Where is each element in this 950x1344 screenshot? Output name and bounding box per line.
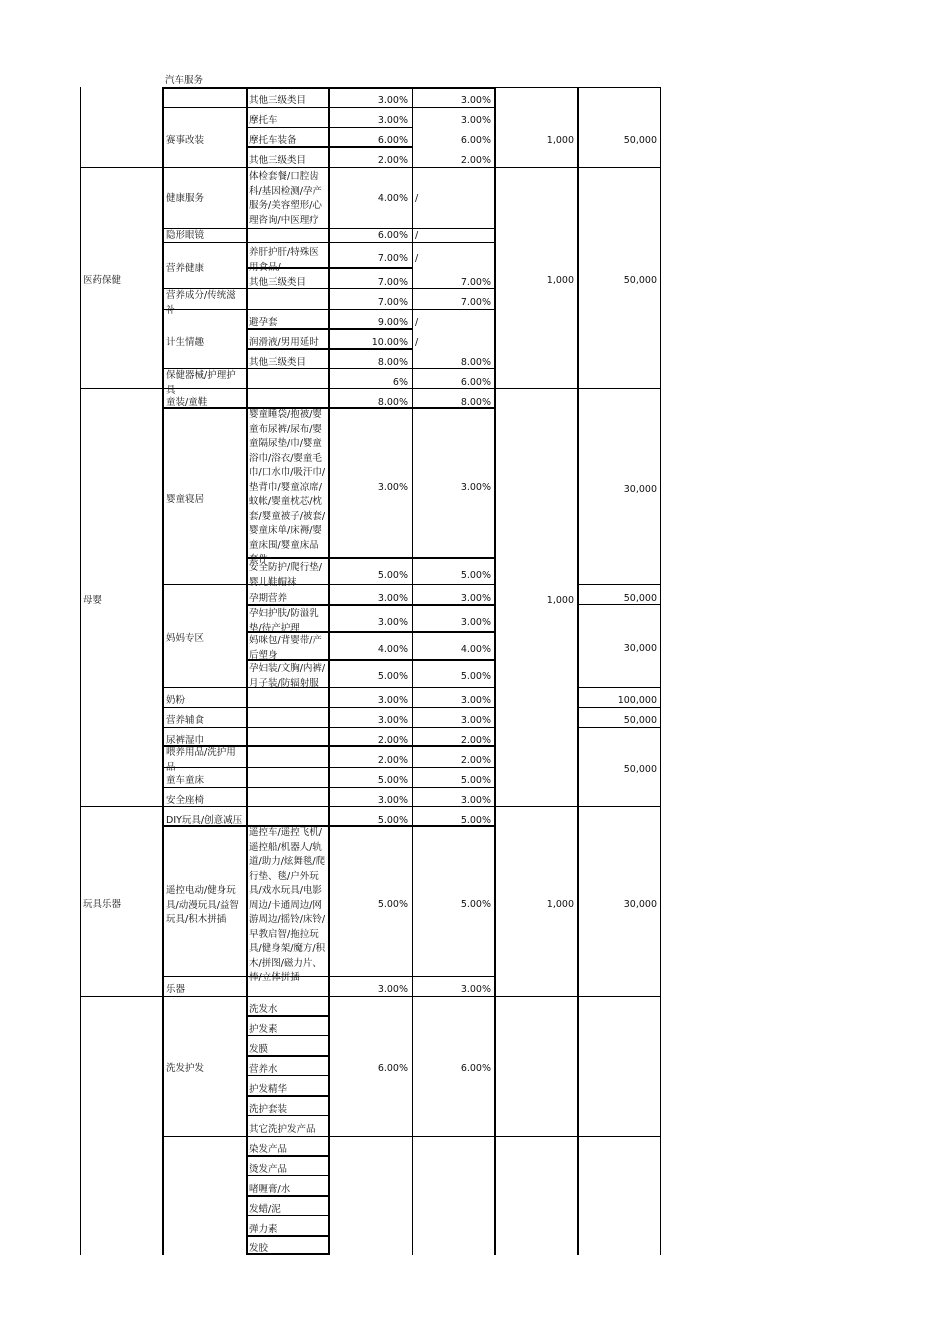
col-rate-a-cell: 5.00% <box>377 775 408 786</box>
col-rate-a-cell: 3.00% <box>377 617 408 628</box>
col-deposit-cell: 1,000 <box>546 595 574 606</box>
col-rate-b-cell: / <box>415 193 419 204</box>
col-tertiary-cell: 啫喱膏/水 <box>249 1184 291 1195</box>
col-fee-cell: 50,000 <box>623 593 657 604</box>
col-subcategory-cell: 健康服务 <box>166 193 205 204</box>
col-rate-b-cell: / <box>415 337 419 348</box>
col-subcategory-cell: 乐器 <box>166 984 186 995</box>
row-rule <box>163 242 495 243</box>
col-tertiary-cell: 孕期营养 <box>249 593 288 604</box>
col-rule-bold <box>246 87 248 1255</box>
col-tertiary-cell: 其他三级类目 <box>249 357 307 368</box>
col-fee-cell: 50,000 <box>623 764 657 775</box>
col-rate-b-cell: 6.00% <box>460 1063 491 1074</box>
col-rule-bold <box>494 87 496 1255</box>
col-rate-b-cell: 3.00% <box>460 795 491 806</box>
col-rate-a-cell: 8.00% <box>377 397 408 408</box>
header-top-label: 汽车服务 <box>165 75 204 86</box>
col-deposit-cell: 1,000 <box>546 135 574 146</box>
col-rule-bold <box>577 87 579 1255</box>
row-rule <box>163 976 495 977</box>
col-rate-a-cell: 2.00% <box>377 755 408 766</box>
row-rule <box>163 687 495 688</box>
col-subcategory-cell: 童车童床 <box>166 775 205 786</box>
col-rate-a-cell: 5.00% <box>377 815 408 826</box>
col-subcategory-cell: 隐形眼镜 <box>166 230 205 241</box>
col-rate-b-cell: 3.00% <box>460 617 491 628</box>
col-fee-cell: 50,000 <box>623 715 657 726</box>
col-rate-b-cell: 8.00% <box>460 357 491 368</box>
col-rate-b-cell: 5.00% <box>460 671 491 682</box>
col-rate-b-cell: 7.00% <box>460 277 491 288</box>
col-rate-a-cell: 7.00% <box>377 277 408 288</box>
row-rule <box>163 1136 661 1137</box>
col-tertiary-cell: 体检套餐/口腔齿科/基因检测/孕产服务/美容塑形/心理咨询/中医理疗 <box>249 171 322 226</box>
col-fee-cell: 100,000 <box>617 695 657 706</box>
col-category-cell: 母婴 <box>83 595 103 606</box>
col-tertiary-cell: 发胶 <box>249 1243 269 1254</box>
col-tertiary-cell: 遥控车/遥控飞机/遥控船/机器人/轨道/助力/炫舞毯/爬行垫、毯/户外玩具/戏水玩具/电影周边/卡通周边/网游周边/摇铃/床铃/早教启智/拖拉玩具/健身架/魔方/积木/拼图/磁力片、棒/立体拼插 <box>249 827 326 983</box>
col-subcategory-cell: 安全座椅 <box>166 795 205 806</box>
row-rule <box>578 707 661 708</box>
col-category-cell: 医药保健 <box>83 275 122 286</box>
col-rate-a-cell: 6% <box>392 377 408 388</box>
col-rate-a-cell: 6.00% <box>377 135 408 146</box>
col-tertiary-cell: 染发产品 <box>249 1144 288 1155</box>
col-tertiary-cell: 养肝护肝/特殊医用食品/ <box>249 247 319 273</box>
col-subcategory-cell: 营养成分/传统滋补 <box>166 290 236 316</box>
col-tertiary-cell: 婴童睡袋/抱被/婴童布尿裤/尿布/婴童隔尿垫/巾/婴童浴巾/浴衣/婴童毛巾/口水巾/吸汗巾/垫背巾/婴童凉席/蚊帐/婴童枕芯/枕套/婴童被子/被套/婴童床单/床褥/婴童床围/婴童床品套件 <box>249 409 326 565</box>
col-rate-a-cell: 3.00% <box>377 695 408 706</box>
col-rule-bold <box>328 87 330 1255</box>
col-rate-b-cell: 3.00% <box>460 95 491 106</box>
col-rate-a-cell: 7.00% <box>377 297 408 308</box>
col-tertiary-cell: 其他三级类目 <box>249 155 307 166</box>
row-rule <box>163 584 495 585</box>
col-tertiary-cell: 避孕套 <box>249 317 278 328</box>
col-rate-b-cell: / <box>415 253 419 264</box>
col-rate-b-cell: / <box>415 317 419 328</box>
col-subcategory-cell: 保健器械/护理护具 <box>166 370 236 396</box>
col-rate-a-cell: 7.00% <box>377 253 408 264</box>
row-rule <box>163 707 495 708</box>
col-rate-b-cell: 8.00% <box>460 397 491 408</box>
col-tertiary-cell: 洗发水 <box>249 1004 278 1015</box>
row-rule <box>80 996 661 997</box>
col-fee-cell: 30,000 <box>623 899 657 910</box>
col-tertiary-cell: 其他三级类目 <box>249 277 307 288</box>
col-subcategory-cell: 计生情趣 <box>166 337 205 348</box>
col-rate-b-cell: 3.00% <box>460 715 491 726</box>
col-tertiary-cell: 妈咪包/背婴带/产后塑身 <box>249 635 322 661</box>
col-subcategory-cell: 妈妈专区 <box>166 633 205 644</box>
col-deposit-cell: 1,000 <box>546 899 574 910</box>
col-rule <box>80 87 81 1255</box>
col-rate-a-cell: 3.00% <box>377 795 408 806</box>
row-rule <box>246 127 412 128</box>
col-subcategory-cell: 婴童寝居 <box>166 494 205 505</box>
col-rate-b-cell: 3.00% <box>460 593 491 604</box>
col-rate-b-cell: 4.00% <box>460 644 491 655</box>
col-subcategory-cell: 奶粉 <box>166 695 186 706</box>
col-subcategory-cell: 童装/童鞋 <box>166 397 208 408</box>
col-rate-a-cell: 6.00% <box>377 230 408 241</box>
col-rate-b-cell: 5.00% <box>460 815 491 826</box>
col-subcategory-cell: 营养辅食 <box>166 715 205 726</box>
row-rule <box>163 787 495 788</box>
col-deposit-cell: 1,000 <box>546 275 574 286</box>
col-rate-b-cell: 6.00% <box>460 135 491 146</box>
col-rate-b-cell: 3.00% <box>460 695 491 706</box>
col-rate-a-cell: 3.00% <box>377 115 408 126</box>
row-rule <box>578 584 661 585</box>
col-rate-a-cell: 6.00% <box>377 1063 408 1074</box>
col-rate-a-cell: 8.00% <box>377 357 408 368</box>
col-rate-a-cell: 3.00% <box>377 593 408 604</box>
col-subcategory-cell: 遥控电动/健身玩具/动漫玩具/益智玩具/积木拼插 <box>166 885 239 925</box>
col-fee-cell: 30,000 <box>623 484 657 495</box>
col-rule-bold <box>162 87 164 1255</box>
row-rule <box>495 87 661 88</box>
col-rate-b-cell: 2.00% <box>460 155 491 166</box>
col-tertiary-cell: 摩托车 <box>249 115 278 126</box>
col-tertiary-cell: 营养水 <box>249 1064 278 1075</box>
col-subcategory-cell: 洗发护发 <box>166 1063 205 1074</box>
col-tertiary-cell: 发膜 <box>249 1044 269 1055</box>
col-tertiary-cell: 其它洗护发产品 <box>249 1124 316 1135</box>
col-rate-a-cell: 3.00% <box>377 482 408 493</box>
col-rule <box>412 87 413 1255</box>
row-rule-bold <box>163 87 495 89</box>
col-rate-b-cell: 5.00% <box>460 899 491 910</box>
row-rule <box>578 727 661 728</box>
col-rate-a-cell: 2.00% <box>377 735 408 746</box>
col-tertiary-cell: 发蜡/泥 <box>249 1204 281 1215</box>
col-subcategory-cell: 赛事改装 <box>166 135 205 146</box>
col-rate-a-cell: 4.00% <box>377 193 408 204</box>
col-rate-b-cell: 2.00% <box>460 735 491 746</box>
col-subcategory-cell: DIY玩具/创意减压 <box>166 815 243 826</box>
col-rate-b-cell: / <box>415 230 419 241</box>
col-rate-b-cell: 5.00% <box>460 775 491 786</box>
col-tertiary-cell: 孕妇护肤/防溢乳垫/待产护理 <box>249 608 319 634</box>
col-rate-a-cell: 10.00% <box>371 337 408 348</box>
col-rate-a-cell: 2.00% <box>377 155 408 166</box>
row-rule <box>80 167 661 168</box>
col-tertiary-cell: 其他三级类目 <box>249 95 307 106</box>
col-subcategory-cell: 尿裤湿巾 <box>166 735 205 746</box>
col-tertiary-cell: 润滑液/男用延时 <box>249 337 319 348</box>
col-rate-a-cell: 4.00% <box>377 644 408 655</box>
col-rate-b-cell: 3.00% <box>460 115 491 126</box>
col-rate-a-cell: 3.00% <box>377 715 408 726</box>
col-tertiary-cell: 洗护套装 <box>249 1104 288 1115</box>
col-tertiary-cell: 护发素 <box>249 1024 278 1035</box>
col-tertiary-cell: 孕妇装/文胸/内裤/月子装/防辐射服 <box>249 663 326 689</box>
col-rate-a-cell: 5.00% <box>377 570 408 581</box>
col-rate-a-cell: 3.00% <box>377 95 408 106</box>
col-rate-a-cell: 5.00% <box>377 899 408 910</box>
col-rate-b-cell: 6.00% <box>460 377 491 388</box>
col-tertiary-cell: 烫发产品 <box>249 1164 288 1175</box>
col-rate-b-cell: 5.00% <box>460 570 491 581</box>
col-rate-b-cell: 3.00% <box>460 984 491 995</box>
col-fee-cell: 30,000 <box>623 643 657 654</box>
col-rate-b-cell: 2.00% <box>460 755 491 766</box>
col-tertiary-cell: 弹力素 <box>249 1224 278 1235</box>
col-subcategory-cell: 喂养用品/洗护用品 <box>166 747 236 773</box>
row-rule <box>163 727 495 728</box>
col-rate-b-cell: 3.00% <box>460 482 491 493</box>
col-tertiary-cell: 护发精华 <box>249 1084 288 1095</box>
col-rate-a-cell: 3.00% <box>377 984 408 995</box>
col-subcategory-cell: 营养健康 <box>166 263 205 274</box>
col-fee-cell: 50,000 <box>623 135 657 146</box>
row-rule <box>578 687 661 688</box>
col-rate-a-cell: 5.00% <box>377 671 408 682</box>
col-rule <box>660 87 661 1255</box>
col-fee-cell: 50,000 <box>623 275 657 286</box>
col-rate-a-cell: 9.00% <box>377 317 408 328</box>
col-tertiary-cell: 安全防护/爬行垫/婴儿鞋帽袜 <box>249 562 322 588</box>
row-rule <box>163 107 495 108</box>
col-rate-b-cell: 7.00% <box>460 297 491 308</box>
col-tertiary-cell: 摩托车装备 <box>249 135 297 146</box>
col-category-cell: 玩具乐器 <box>83 899 122 910</box>
